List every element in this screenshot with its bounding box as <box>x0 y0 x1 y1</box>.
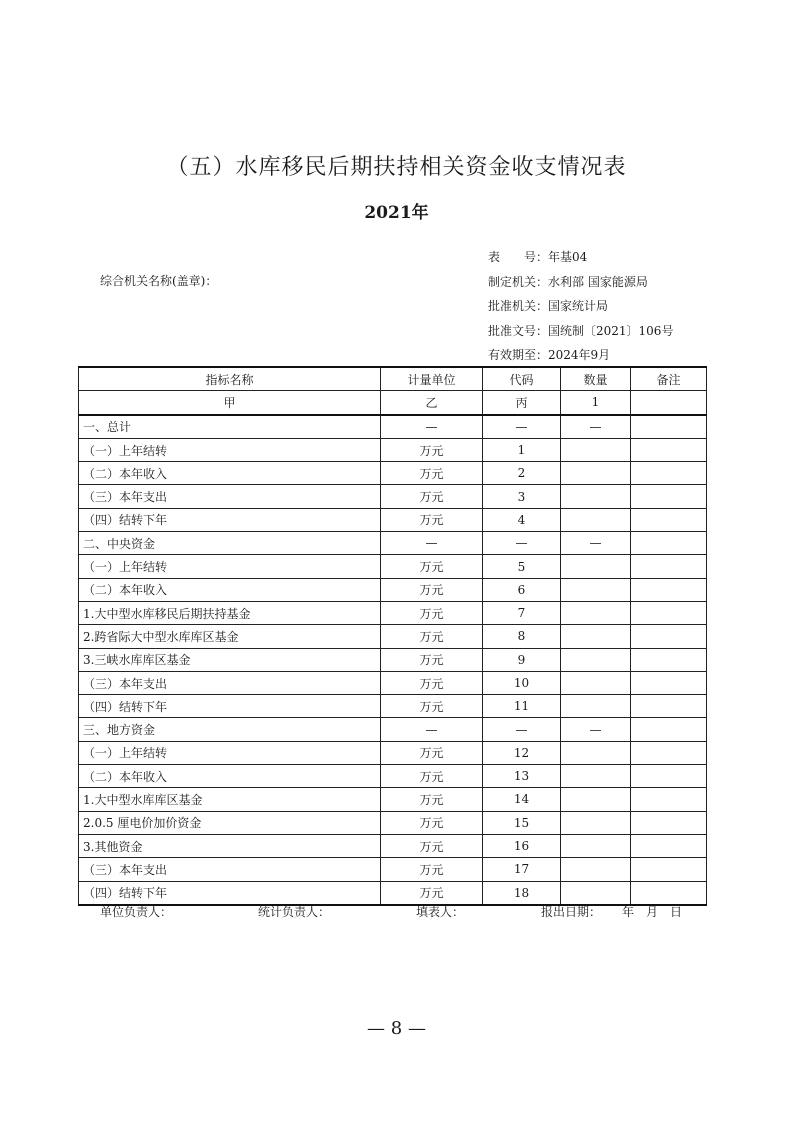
remarks-cell <box>631 532 707 555</box>
filler-label: 填表人： <box>416 905 465 919</box>
table-row <box>79 741 707 764</box>
quantity-cell <box>561 625 631 648</box>
form-metadata <box>488 248 673 371</box>
code-cell: 18 <box>483 881 561 905</box>
table-row <box>79 671 707 694</box>
approving-authority: 批准机关：国家统计局 <box>488 299 609 313</box>
remarks-cell <box>631 625 707 648</box>
indicator-name-cell: （三）本年支出 <box>79 858 381 881</box>
unit-cell: — <box>381 532 483 555</box>
quantity-cell <box>561 438 631 461</box>
indicator-name-cell: 2.0.5 厘电价加价资金 <box>79 811 381 834</box>
code-cell: 1 <box>483 438 561 461</box>
indicator-name-cell: （三）本年支出 <box>79 485 381 508</box>
quantity-cell <box>561 648 631 671</box>
indicator-name-cell: 3.其他资金 <box>79 834 381 857</box>
code-cell: 9 <box>483 648 561 671</box>
subheader-quantity: 1 <box>561 391 631 415</box>
subheader-unit: 乙 <box>381 391 483 415</box>
remarks-cell <box>631 438 707 461</box>
unit-cell: — <box>381 718 483 741</box>
remarks-cell <box>631 811 707 834</box>
table-row <box>79 508 707 531</box>
indicator-name-cell: 三、地方资金 <box>79 718 381 741</box>
quantity-cell <box>561 695 631 718</box>
code-cell: 11 <box>483 695 561 718</box>
col-header-unit: 计量单位 <box>381 367 483 391</box>
table-title: （五）水库移民后期扶持相关资金收支情况表 <box>166 155 627 180</box>
subheader-indicator: 甲 <box>79 391 381 415</box>
stats-head-label: 统计负责人： <box>258 905 331 919</box>
remarks-cell <box>631 671 707 694</box>
unit-cell: 万元 <box>381 834 483 857</box>
code-cell: 2 <box>483 462 561 485</box>
quantity-cell <box>561 485 631 508</box>
code-cell: 13 <box>483 765 561 788</box>
report-date-label: 报出日期： <box>541 905 602 919</box>
code-cell: 6 <box>483 578 561 601</box>
indicator-name-cell: （四）结转下年 <box>79 695 381 718</box>
agency-name-label: 综合机关名称(盖章)： <box>100 274 218 288</box>
quantity-cell <box>561 462 631 485</box>
indicator-name-cell: （四）结转下年 <box>79 508 381 531</box>
table-row <box>79 695 707 718</box>
code-cell: 12 <box>483 741 561 764</box>
table-row <box>79 881 707 905</box>
issuing-authority: 制定机关：水利部 国家能源局 <box>488 274 648 289</box>
remarks-cell <box>631 462 707 485</box>
remarks-cell <box>631 718 707 741</box>
indicator-name-cell: 1.大中型水库库区基金 <box>79 788 381 811</box>
col-header-remarks: 备注 <box>631 367 707 391</box>
code-cell: 14 <box>483 788 561 811</box>
table-row <box>79 834 707 857</box>
unit-cell: 万元 <box>381 695 483 718</box>
quantity-cell <box>561 601 631 624</box>
unit-cell: 万元 <box>381 508 483 531</box>
remarks-cell <box>631 648 707 671</box>
code-cell: — <box>483 532 561 555</box>
code-cell: 5 <box>483 555 561 578</box>
table-row <box>79 555 707 578</box>
quantity-cell <box>561 858 631 881</box>
quantity-cell: — <box>561 532 631 555</box>
table-row <box>79 718 707 741</box>
table-row <box>79 625 707 648</box>
funds-table <box>78 366 707 906</box>
remarks-cell <box>631 415 707 439</box>
remarks-cell <box>631 788 707 811</box>
indicator-name-cell: （三）本年支出 <box>79 671 381 694</box>
report-date-fields: 年 月 日 <box>622 905 683 919</box>
indicator-name-cell: （一）上年结转 <box>79 438 381 461</box>
code-cell: — <box>483 718 561 741</box>
table-row <box>79 532 707 555</box>
remarks-cell <box>631 858 707 881</box>
indicator-name-cell: 3.三峡水库库区基金 <box>79 648 381 671</box>
page-number: — 8 — <box>367 1018 426 1039</box>
code-cell: 3 <box>483 485 561 508</box>
remarks-cell <box>631 578 707 601</box>
table-row <box>79 415 707 439</box>
code-cell: — <box>483 415 561 439</box>
table-row <box>79 462 707 485</box>
unit-cell: 万元 <box>381 485 483 508</box>
indicator-name-cell: 1.大中型水库移民后期扶持基金 <box>79 601 381 624</box>
quantity-cell <box>561 811 631 834</box>
remarks-cell <box>631 555 707 578</box>
quantity-cell: — <box>561 415 631 439</box>
table-row <box>79 601 707 624</box>
remarks-cell <box>631 695 707 718</box>
table-row <box>79 648 707 671</box>
unit-cell: 万元 <box>381 765 483 788</box>
remarks-cell <box>631 881 707 905</box>
code-cell: 7 <box>483 601 561 624</box>
remarks-cell <box>631 834 707 857</box>
code-cell: 8 <box>483 625 561 648</box>
remarks-cell <box>631 601 707 624</box>
col-header-code: 代码 <box>483 367 561 391</box>
remarks-cell <box>631 508 707 531</box>
valid-until: 有效期至：2024年9月 <box>488 348 611 362</box>
code-cell: 10 <box>483 671 561 694</box>
indicator-name-cell: （一）上年结转 <box>79 741 381 764</box>
unit-cell: 万元 <box>381 648 483 671</box>
indicator-name-cell: 2.跨省际大中型水库库区基金 <box>79 625 381 648</box>
col-header-indicator: 指标名称 <box>79 367 381 391</box>
quantity-cell <box>561 765 631 788</box>
quantity-cell <box>561 881 631 905</box>
form-number: 表 号：年基04 <box>488 250 588 264</box>
unit-cell: 万元 <box>381 881 483 905</box>
unit-cell: — <box>381 415 483 439</box>
indicator-name-cell: 二、中央资金 <box>79 532 381 555</box>
indicator-name-cell: （二）本年收入 <box>79 462 381 485</box>
indicator-name-cell: （二）本年收入 <box>79 765 381 788</box>
code-cell: 15 <box>483 811 561 834</box>
unit-cell: 万元 <box>381 671 483 694</box>
unit-cell: 万元 <box>381 741 483 764</box>
unit-cell: 万元 <box>381 462 483 485</box>
table-header-row <box>79 367 707 391</box>
table-row <box>79 765 707 788</box>
col-header-quantity: 数量 <box>561 367 631 391</box>
quantity-cell <box>561 741 631 764</box>
code-cell: 4 <box>483 508 561 531</box>
table-row <box>79 485 707 508</box>
unit-cell: 万元 <box>381 858 483 881</box>
unit-cell: 万元 <box>381 625 483 648</box>
indicator-name-cell: 一、总计 <box>79 415 381 439</box>
subheader-remarks <box>631 391 707 415</box>
unit-cell: 万元 <box>381 438 483 461</box>
subheader-code: 丙 <box>483 391 561 415</box>
table-row <box>79 788 707 811</box>
table-row <box>79 811 707 834</box>
table-row <box>79 578 707 601</box>
unit-cell: 万元 <box>381 788 483 811</box>
table-row <box>79 858 707 881</box>
quantity-cell <box>561 555 631 578</box>
unit-cell: 万元 <box>381 555 483 578</box>
quantity-cell <box>561 788 631 811</box>
unit-cell: 万元 <box>381 811 483 834</box>
quantity-cell: — <box>561 718 631 741</box>
indicator-name-cell: （二）本年收入 <box>79 578 381 601</box>
unit-cell: 万元 <box>381 578 483 601</box>
report-year: 2021年 <box>364 203 429 223</box>
unit-cell: 万元 <box>381 601 483 624</box>
code-cell: 16 <box>483 834 561 857</box>
remarks-cell <box>631 765 707 788</box>
indicator-name-cell: （四）结转下年 <box>79 881 381 905</box>
approval-number: 批准文号：国统制〔2021〕106号 <box>488 323 674 338</box>
quantity-cell <box>561 508 631 531</box>
table-subheader-row <box>79 391 707 415</box>
unit-head-label: 单位负责人： <box>100 905 173 919</box>
table-body <box>79 415 707 905</box>
indicator-name-cell: （一）上年结转 <box>79 555 381 578</box>
remarks-cell <box>631 741 707 764</box>
quantity-cell <box>561 578 631 601</box>
remarks-cell <box>631 485 707 508</box>
quantity-cell <box>561 834 631 857</box>
code-cell: 17 <box>483 858 561 881</box>
table-row <box>79 438 707 461</box>
quantity-cell <box>561 671 631 694</box>
